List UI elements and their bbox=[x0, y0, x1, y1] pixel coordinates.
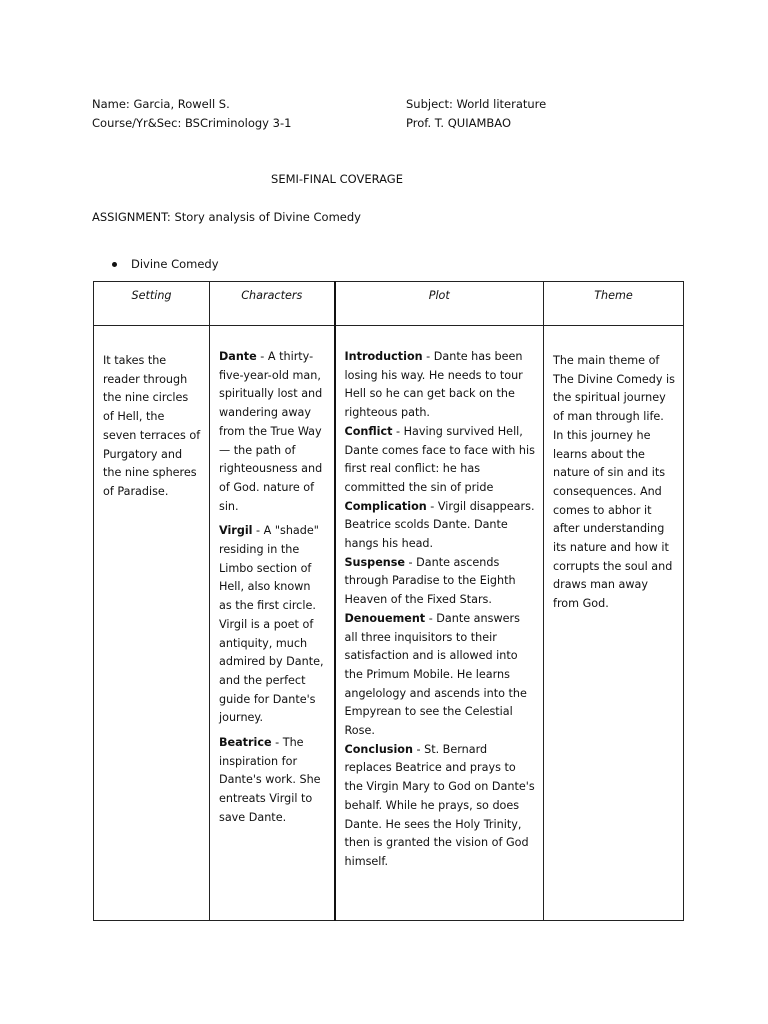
plot-text: - Dante answers all three inquisitors to their satisfaction and is allowed into the Primum Mobile. He learns angelology and ascends into the Empyrean to see the Celestial Rose. bbox=[344, 611, 527, 738]
plot-text: - St. Bernard replaces Beatrice and prays to the Virgin Mary to God on Dante's behalf. While he prays, so does Dante. He sees the Holy Trinity, then is granted the vision of God himself. bbox=[344, 742, 535, 868]
bullet-item bbox=[112, 257, 219, 271]
character-entry bbox=[219, 522, 326, 728]
plot-label: Introduction bbox=[344, 350, 423, 363]
character-description: - The inspiration for Dante's work. She entreats Virgil to save Dante. bbox=[219, 736, 321, 824]
theme-text: The main theme of The Divine Comedy is the spiritual journey of man through life. In this journey he learns about the nature of sin and its consequences. And comes to abhor it after understanding its nature and how it corrupts the soul and draws man away from God. bbox=[553, 354, 675, 611]
coverage-title: SEMI-FINAL COVERAGE bbox=[271, 172, 403, 186]
plot-text: - Dante ascends through Paradise to the Eighth Heaven of the Fixed Stars. bbox=[344, 555, 516, 607]
plot-cell bbox=[335, 326, 544, 921]
plot-label: Complication bbox=[344, 499, 427, 513]
header-setting: Setting bbox=[94, 282, 210, 326]
plot-label: Suspense bbox=[344, 555, 405, 569]
subject: Subject: World literature bbox=[406, 97, 547, 111]
plot-label: Conclusion bbox=[344, 742, 413, 756]
plot-entry bbox=[345, 498, 536, 554]
character-entry bbox=[219, 348, 326, 516]
setting-cell bbox=[94, 326, 210, 921]
theme-cell bbox=[544, 326, 684, 921]
characters-cell bbox=[210, 326, 335, 921]
plot-text: - Dante has been losing his way. He needs to tour Hell so he can get back on the righteous path. bbox=[344, 350, 523, 420]
professor: Prof. T. QUIAMBAO bbox=[406, 116, 511, 130]
character-entry bbox=[219, 734, 326, 828]
plot-entry bbox=[345, 554, 536, 610]
plot-text: - Virgil disappears. Beatrice scolds Dante. Dante hangs his head. bbox=[344, 499, 535, 551]
setting-text: It takes the reader through the nine circles of Hell, the seven terraces of Purgatory and the nine spheres of Paradise. bbox=[103, 354, 201, 498]
story-analysis-table bbox=[93, 281, 684, 921]
plot-label: Denouement bbox=[344, 611, 426, 625]
character-name: Beatrice bbox=[219, 736, 272, 750]
character-description: - A "shade" residing in the Limbo section of Hell, also known as the first circle. Virgil is a poet of antiquity, much admired by Dante, and the perfect guide for Dante's journey. bbox=[219, 524, 324, 725]
table-row bbox=[94, 326, 684, 921]
plot-entry bbox=[345, 348, 536, 423]
subject-info bbox=[406, 95, 546, 133]
course-section: Course/Yr&Sec: BSCriminology 3-1 bbox=[92, 116, 292, 130]
assignment-line: ASSIGNMENT: Story analysis of Divine Comedy bbox=[92, 210, 361, 224]
table-header-row bbox=[94, 282, 684, 326]
plot-entry bbox=[345, 741, 536, 872]
plot-label: Conflict bbox=[344, 424, 393, 438]
character-name: Virgil bbox=[219, 524, 253, 538]
student-name: Name: Garcia, Rowell S. bbox=[92, 97, 230, 111]
plot-entry bbox=[345, 423, 536, 498]
plot-text: - Having survived Hell, Dante comes face to face with his first real conflict: he has committed the sin of pride bbox=[344, 424, 535, 494]
header-theme: Theme bbox=[544, 282, 684, 326]
student-info bbox=[92, 95, 291, 133]
header-characters: Characters bbox=[210, 282, 335, 326]
character-description: - A thirty-five-year-old man, spiritually lost and wandering away from the True Way — the path of righteousness and of God. nature of sin. bbox=[219, 350, 323, 513]
character-name: Dante bbox=[219, 350, 257, 363]
bullet-text: Divine Comedy bbox=[131, 257, 219, 271]
plot-entry bbox=[345, 610, 536, 741]
header-plot: Plot bbox=[335, 282, 544, 326]
bullet-icon bbox=[112, 262, 117, 267]
